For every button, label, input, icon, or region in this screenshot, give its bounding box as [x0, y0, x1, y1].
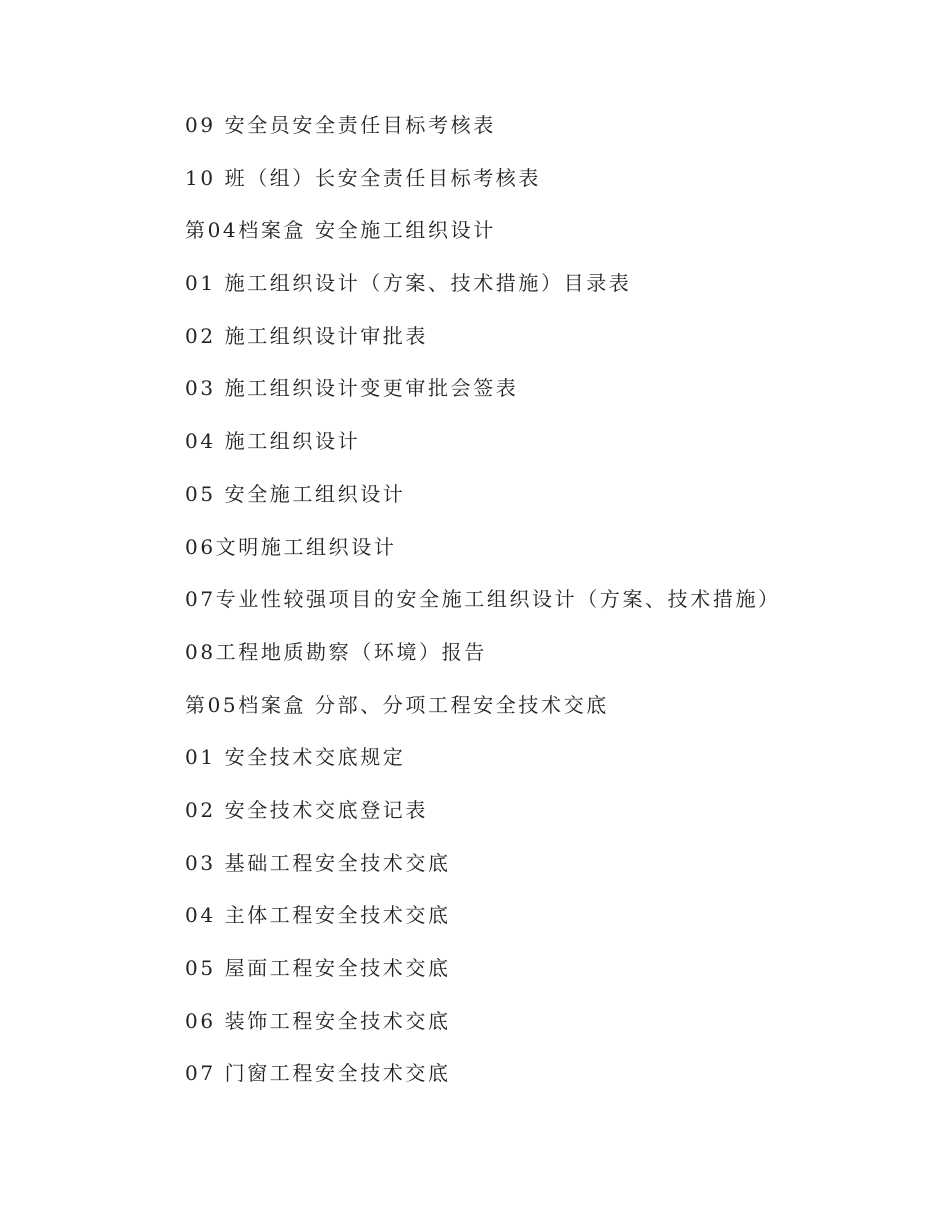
text-line: 02 施工组织设计审批表 — [185, 323, 429, 348]
text-line: 07 门窗工程安全技术交底 — [185, 1061, 451, 1086]
text-line: 01 施工组织设计（方案、技术措施）目录表 — [185, 271, 632, 296]
text-line: 03 施工组织设计变更审批会签表 — [185, 376, 519, 401]
text-line: 01 安全技术交底规定 — [185, 745, 406, 770]
section-heading: 第05档案盒 分部、分项工程安全技术交底 — [185, 692, 609, 717]
text-line: 10 班（组）长安全责任目标考核表 — [185, 165, 542, 190]
text-line: 04 主体工程安全技术交底 — [185, 903, 451, 928]
text-line: 02 安全技术交底登记表 — [185, 797, 429, 822]
text-line: 09 安全员安全责任目标考核表 — [185, 113, 496, 137]
section-heading: 第04档案盒 安全施工组织设计 — [185, 218, 496, 243]
text-line: 08工程地质勘察（环境）报告 — [185, 639, 487, 664]
text-line: 03 基础工程安全技术交底 — [185, 850, 451, 875]
text-line: 07专业性较强项目的安全施工组织设计（方案、技术措施） — [185, 587, 781, 612]
text-line: 05 屋面工程安全技术交底 — [185, 956, 451, 980]
text-line: 06 装饰工程安全技术交底 — [185, 1008, 451, 1033]
text-line: 06文明施工组织设计 — [185, 534, 397, 559]
document-lines — [185, 112, 885, 1113]
text-line: 05 安全施工组织设计 — [185, 481, 406, 506]
text-line: 04 施工组织设计 — [185, 429, 361, 454]
